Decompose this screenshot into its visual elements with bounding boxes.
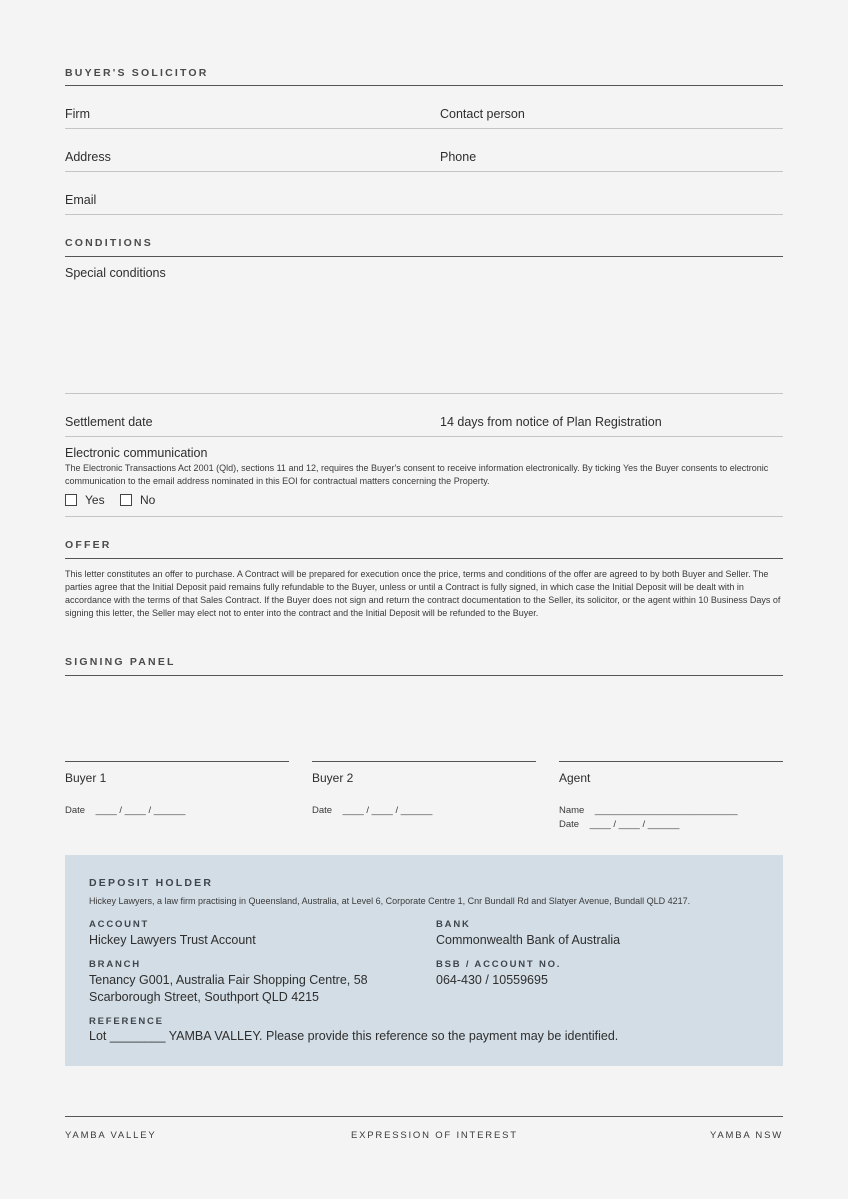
address-field-line[interactable] (65, 171, 783, 172)
buyer1-label: Buyer 1 (65, 771, 107, 785)
agent-date-field[interactable]: Date ____ / ____ / ______ (559, 819, 680, 830)
section-title-buyers-solicitor: BUYER'S SOLICITOR (65, 67, 209, 79)
email-label: Email (65, 193, 97, 207)
section-divider (65, 558, 783, 559)
buyer2-signature-line[interactable] (312, 761, 536, 762)
branch-value-line2: Scarborough Street, Southport QLD 4215 (89, 990, 320, 1004)
firm-field-line[interactable] (65, 128, 783, 129)
bsb-account-value: 064-430 / 10559695 (436, 973, 548, 987)
buyer1-signature-line[interactable] (65, 761, 289, 762)
section-divider (65, 85, 783, 86)
electronic-communication-label: Electronic communication (65, 446, 208, 460)
special-conditions-label: Special conditions (65, 266, 166, 280)
bsb-account-label: BSB / ACCOUNT NO. (436, 959, 562, 970)
footer-center: EXPRESSION OF INTEREST (351, 1130, 518, 1141)
settlement-field-line (65, 436, 783, 437)
buyer1-date-field[interactable]: Date ____ / ____ / ______ (65, 805, 186, 816)
settlement-date-label: Settlement date (65, 415, 153, 429)
branch-value-line1: Tenancy G001, Australia Fair Shopping Centre, 58 (89, 973, 368, 987)
deposit-holder-title: DEPOSIT HOLDER (89, 877, 214, 889)
email-field-line[interactable] (65, 214, 783, 215)
account-label: ACCOUNT (89, 919, 150, 930)
section-divider (65, 256, 783, 257)
buyer2-label: Buyer 2 (312, 771, 354, 785)
phone-label: Phone (440, 150, 477, 164)
yes-checkbox[interactable] (65, 494, 77, 506)
agent-name-field[interactable]: Name ___________________________ (559, 805, 738, 816)
branch-label: BRANCH (89, 959, 141, 970)
account-value: Hickey Lawyers Trust Account (89, 933, 256, 947)
no-checkbox[interactable] (120, 494, 132, 506)
footer-divider (65, 1116, 783, 1117)
footer-right: YAMBA NSW (709, 1130, 783, 1141)
offer-text: This letter constitutes an offer to purchase. A Contract will be prepared for execution once the price, terms and conditions of the offer are agreed to by both Buyer and Seller. The parties agree that the Initial Deposit paid remains fully refundable to the Buyer, unless or until a Contract is fully signed, in which case the Initial Deposit will be dealt with in accordance with the terms of that Sales Contract. If the Buyer does not sign and return the contract documentation to the Seller, its solicitor, or the agent within 10 Business Days of signing this letter, the Seller may elect not to enter into the contract and the Initial Deposit will be refunded to the Buyer. (65, 569, 781, 618)
electronic-communication-text: The Electronic Transactions Act 2001 (Qld), sections 11 and 12, requires the Buyer's consent to receive information electronically. By ticking Yes the Buyer consents to electronic communication to the email address nominated in this EOI for contractual matters concerning the Property. (65, 463, 769, 486)
address-label: Address (65, 150, 111, 164)
agent-signature-line[interactable] (559, 761, 783, 762)
reference-value: Lot ________ YAMBA VALLEY. Please provide this reference so the payment may be identified. (89, 1029, 619, 1043)
no-label: No (140, 493, 156, 507)
bank-label: BANK (436, 919, 471, 930)
settlement-date-value: 14 days from notice of Plan Registration (440, 415, 662, 429)
footer-left: YAMBA VALLEY (65, 1130, 157, 1141)
section-title-conditions: CONDITIONS (65, 237, 153, 249)
contact-person-label: Contact person (440, 107, 525, 121)
special-conditions-field-line[interactable] (65, 393, 783, 394)
section-title-offer: OFFER (65, 539, 112, 551)
agent-label: Agent (559, 771, 591, 785)
reference-label: REFERENCE (89, 1016, 164, 1027)
buyer2-date-field[interactable]: Date ____ / ____ / ______ (312, 805, 433, 816)
deposit-holder-description: Hickey Lawyers, a law firm practising in Queensland, Australia, at Level 6, Corporate Centre 1, Cnr Bundall Rd and Slatyer Avenue, Bundall QLD 4217. (89, 896, 691, 906)
electronic-field-line (65, 516, 783, 517)
section-title-signing-panel: SIGNING PANEL (65, 656, 176, 668)
bank-value: Commonwealth Bank of Australia (436, 933, 621, 947)
yes-label: Yes (85, 493, 105, 507)
firm-label: Firm (65, 107, 90, 121)
section-divider (65, 675, 783, 676)
